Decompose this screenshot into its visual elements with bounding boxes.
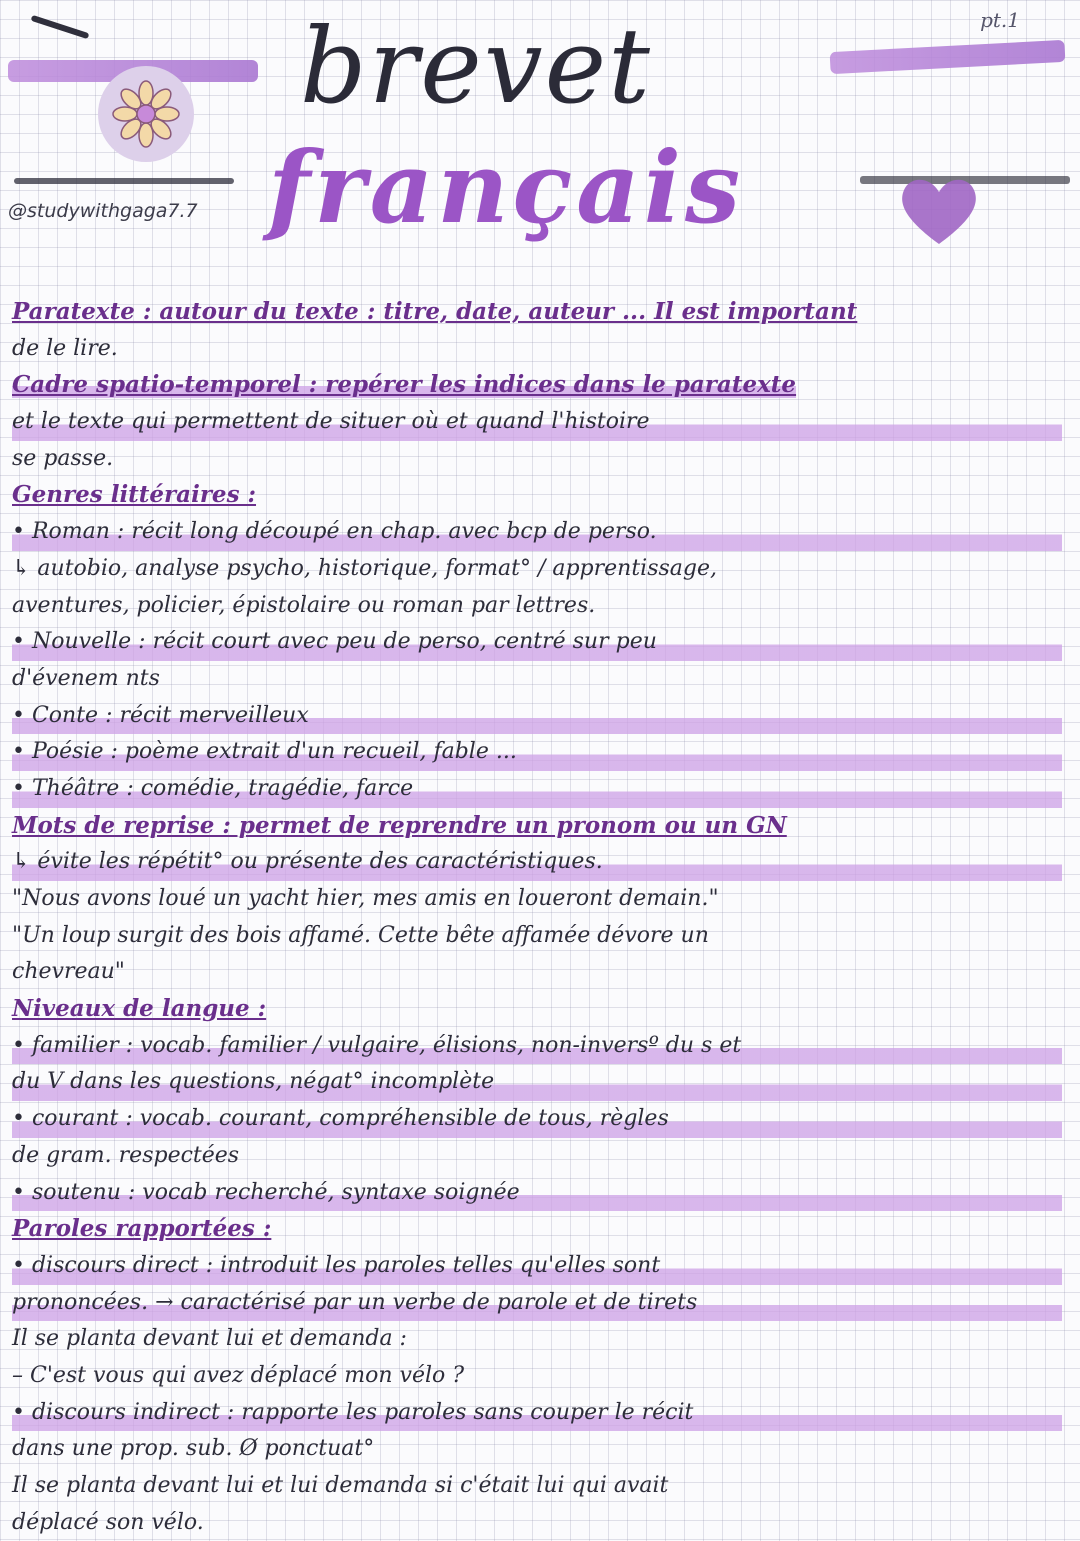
note-line: • soutenu : vocab recherché, syntaxe soignée (12, 1175, 1062, 1212)
note-line: ↳ autobio, analyse psycho, historique, format° / apprentissage, (12, 555, 718, 581)
note-line: du V dans les questions, négat° incomplète (12, 1064, 1062, 1101)
note-line: se passe. (12, 445, 114, 471)
example-line: déplacé son vélo. (12, 1509, 204, 1535)
note-line: • discours indirect : rapporte les paroles sans couper le récit (12, 1395, 1062, 1432)
note-line: dans une prop. sub. Ø ponctuat° (12, 1436, 375, 1462)
section-heading: Genres littéraires : (12, 481, 257, 509)
note-line: • Nouvelle : récit court avec peu de perso, centré sur peu (12, 624, 1062, 661)
section-heading: Niveaux de langue : (12, 995, 267, 1023)
notes-body (12, 294, 1062, 1541)
heart-icon (896, 170, 982, 250)
highlight-band-right (830, 40, 1066, 74)
note-line: et le texte qui permettent de situer où et quand l'histoire (12, 404, 1062, 441)
note-line: • discours direct : introduit les paroles telles qu'elles sont (12, 1248, 1062, 1285)
note-line: • Poésie : poème extrait d'un recueil, fable ... (12, 734, 1062, 771)
quote-line: chevreau" (12, 959, 125, 985)
heading: Cadre spatio-temporel : repérer les indices dans le paratexte (12, 371, 797, 399)
example-line: Il se planta devant lui et demanda : (12, 1326, 407, 1352)
title-francais: français (268, 131, 745, 246)
decorative-stroke (31, 15, 90, 39)
note-line: ↳ évite les répétit° ou présente des caractéristiques. (12, 844, 1062, 881)
example-line: – C'est vous qui avez déplacé mon vélo ? (12, 1362, 465, 1388)
note-line: aventures, policier, épistolaire ou roman par lettres. (12, 592, 596, 618)
note-line: de gram. respectées (12, 1142, 240, 1168)
quote-line: "Nous avons loué un yacht hier, mes amis en loueront demain." (12, 886, 719, 911)
note-line (12, 367, 1062, 404)
section-heading: Mots de reprise : permet de reprendre un pronom ou un GN (12, 811, 787, 839)
underline-rule-left (14, 178, 234, 184)
note-line: prononcées. → caractérisé par un verbe de parole et de tirets (12, 1285, 1062, 1322)
page-number: pt.1 (980, 8, 1020, 32)
note-line: • familier : vocab. familier / vulgaire, élisions, non-inversº du s et (12, 1028, 1062, 1065)
quote-line: "Un loup surgit des bois affamé. Cette bête affamée dévore un (12, 922, 709, 948)
note-line: • Théâtre : comédie, tragédie, farce (12, 771, 1062, 808)
example-line: Il se planta devant lui et lui demanda si c'était lui qui avait (12, 1473, 669, 1498)
note-line: • Conte : récit merveilleux (12, 698, 1062, 735)
author-handle: @studywithgaga7.7 (8, 200, 198, 222)
note-line: de le lire. (12, 335, 118, 361)
flower-icon (98, 66, 194, 162)
heading: Paratexte : autour du texte : titre, date, auteur ... Il est important (12, 298, 858, 325)
note-line: • courant : vocab. courant, compréhensible de tous, règles (12, 1101, 1062, 1138)
title-brevet: brevet (300, 5, 652, 127)
note-line: d'évenem nts (12, 665, 160, 691)
note-line (12, 294, 1062, 331)
note-line: • Roman : récit long découpé en chap. avec bcp de perso. (12, 514, 1062, 551)
section-heading: Paroles rapportées : (12, 1215, 272, 1243)
